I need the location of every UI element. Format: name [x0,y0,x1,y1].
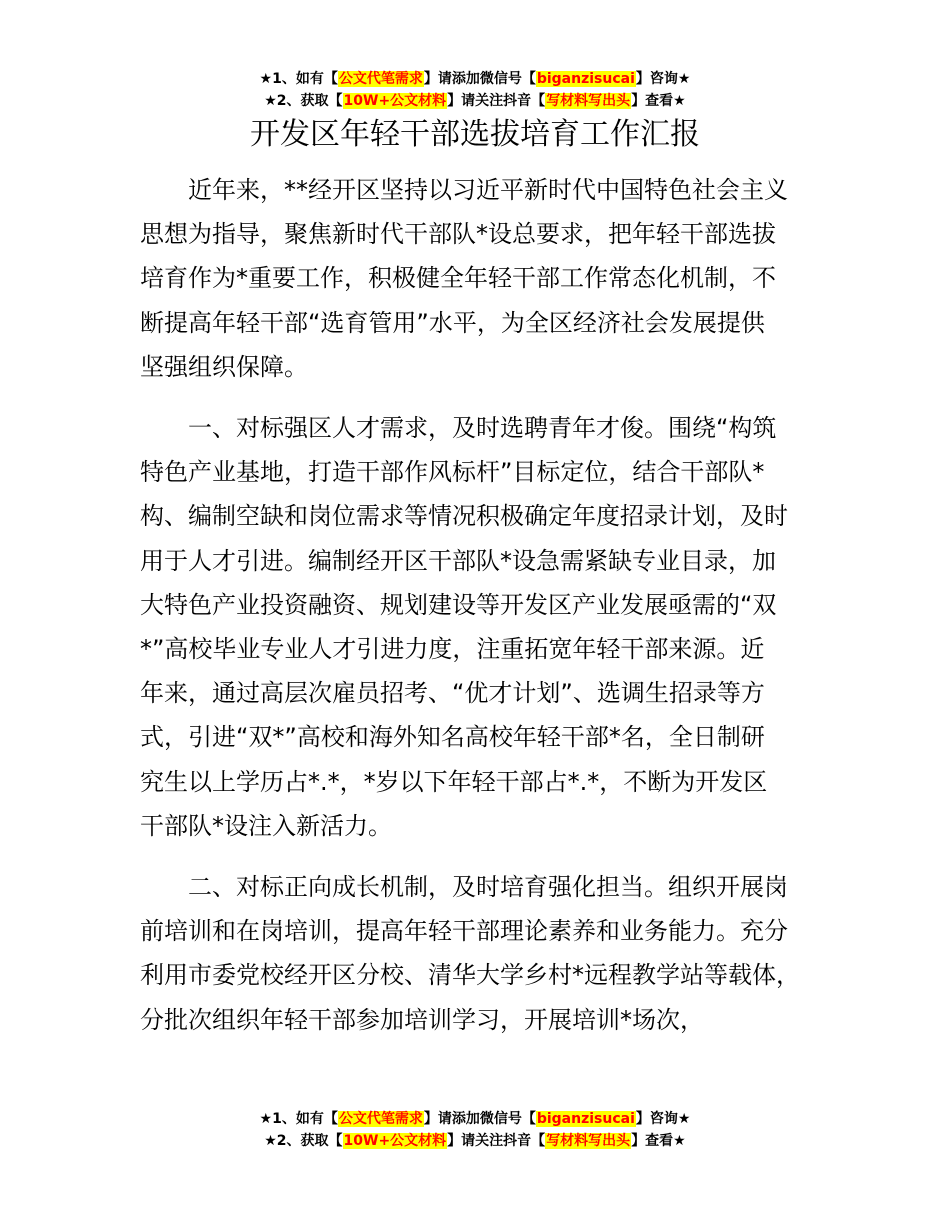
promo-highlight-douyin-id: 写材料写出头 [546,1133,631,1149]
text-line: 利用市委党校经开区分校、清华大学乡村*远程教学站等载体， [140,961,800,990]
document-title: 开发区年轻干部选拔培育工作汇报 [250,117,700,152]
promo-text: 】请关注抖音【 [447,93,546,109]
paragraph-intro [140,168,840,389]
text-line: 断提高年轻干部“选育管用”水平，为全区经济社会发展提供 [140,308,765,337]
promo-line-2 [0,1130,950,1152]
text-line: 干部队*设注入新活力。 [140,811,392,840]
promo-text: ★2、获取【 [264,1133,343,1149]
text-line: 构、编制空缺和岗位需求等情况积极确定年度招录计划，及时 [140,502,788,531]
promo-text: 】请添加微信号【 [423,1111,536,1127]
promo-text: ★1、如有【 [259,1111,338,1127]
document-body [140,168,840,1042]
promo-highlight-wechat-id: biganzisucai [536,1111,635,1127]
promo-text: 】查看★ [631,1133,686,1149]
promo-highlight: 公文代笔需求 [338,1111,423,1127]
promo-text: ★1、如有【 [259,71,338,87]
promo-text: 】查看★ [631,93,686,109]
text-line: 思想为指导，聚焦新时代干部队*设总要求，把年轻干部选拔 [140,220,776,249]
text-line: *”高校毕业专业人才引进力度，注重拓宽年轻干部来源。近 [140,635,765,664]
promo-line-1 [0,1108,950,1130]
text-line: 培育作为*重要工作，积极健全年轻干部工作常态化机制，不 [140,264,776,293]
text-line: 坚强组织保障。 [140,352,308,381]
paragraph-section-1 [140,406,840,848]
promo-text: 】咨询★ [635,71,691,87]
promo-highlight: 公文代笔需求 [338,71,423,87]
text-line: 究生以上学历占*.*，*岁以下年轻干部占*.*，不断为开发区 [140,767,768,796]
promo-text: 】请关注抖音【 [447,1133,546,1149]
text-line: 特色产业基地，打造干部作风标杆”目标定位，结合干部队* [140,458,765,487]
text-line: 式，引进“双*”高校和海外知名高校年轻干部*名，全日制研 [140,723,765,752]
promo-text: 】请添加微信号【 [423,71,536,87]
promo-highlight: 10W+公文材料 [343,1133,447,1149]
promo-line-2 [0,90,950,112]
header-promo-banner [0,68,950,112]
text-line: 一、对标强区人才需求，及时选聘青年才俊。围绕“构筑 [188,414,777,443]
footer-promo-banner [0,1108,950,1152]
text-line: 近年来，**经开区坚持以习近平新时代中国特色社会主义 [188,176,788,204]
promo-text: 】咨询★ [635,1111,691,1127]
paragraph-section-2 [140,865,840,1042]
text-line: 大特色产业投资融资、规划建设等开发区产业发展亟需的“双 [140,590,777,619]
text-line: 二、对标正向成长机制，及时培育强化担当。组织开展岗 [188,873,788,902]
promo-highlight-douyin-id: 写材料写出头 [546,93,631,109]
promo-highlight-wechat-id: biganzisucai [536,71,635,87]
text-line: 年来，通过高层次雇员招考、“优才计划”、选调生招录等方 [140,679,765,708]
promo-text: ★2、获取【 [264,93,343,109]
text-line: 分批次组织年轻干部参加培训学习，开展培训*场次， [140,1005,704,1034]
promo-highlight: 10W+公文材料 [343,93,447,109]
text-line: 前培训和在岗培训，提高年轻干部理论素养和业务能力。充分 [140,917,788,946]
text-line: 用于人才引进。编制经开区干部队*设急需紧缺专业目录，加 [140,546,776,575]
promo-line-1 [0,68,950,90]
